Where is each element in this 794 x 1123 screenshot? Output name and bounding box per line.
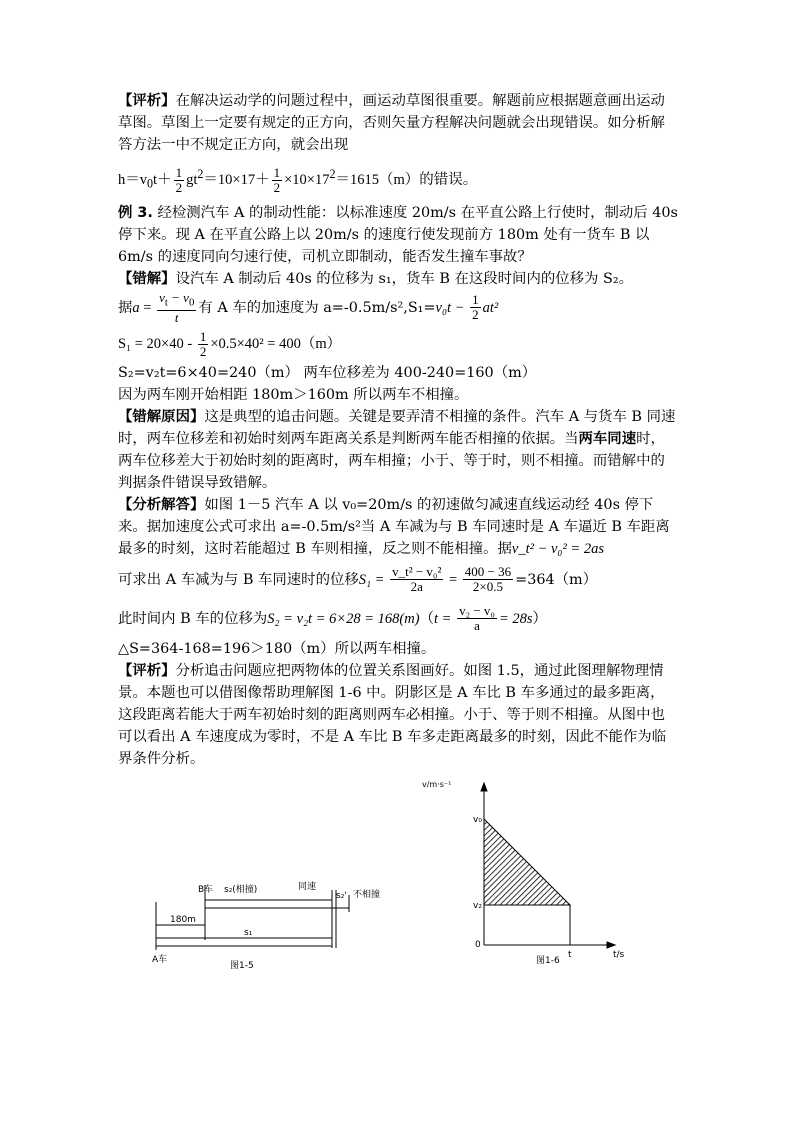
- example-tag: 例 3.: [118, 204, 153, 221]
- figure-1-5: [148, 870, 398, 975]
- analysis-answer-tag: 【分析解答】: [118, 496, 205, 513]
- s2-label: s₂(相撞): [224, 885, 258, 895]
- example-text: 经检测汽车 A 的制动性能：以标准速度 20m/s 在平直公路上行使时，制动后 40s 停下来。现 A 在平直公路上以 20m/s 的速度行使发现前方 180m 处有一货车 B 以 6m/s 的速度同向匀速行使，司机立即制动，能否发生撞车事故？: [118, 204, 678, 265]
- v-axis-label: v/m·s⁻¹: [422, 780, 452, 789]
- error-reason: 【错解原因】这是典型的追击问题。关键是要弄清不相撞的条件。汽车 A 与货车 B 同速时，两车位移差和初始时刻两车距离关系是判断两车能否相撞的依据。当两车同速时，两车位移差大于初始时刻的距离时，两车相撞；小于、等于时，则不相撞。而错解中的判据条件错误导致错解。: [118, 408, 676, 491]
- fraction-vt: $\frac{\text{v\_t² − v₀²}}{2a}$: [392, 564, 442, 595]
- fraction-half: $\frac{1}{2}$: [175, 165, 183, 195]
- v0-label: v₀: [473, 815, 482, 825]
- same-speed-label: 同速: [298, 882, 317, 892]
- commentary-paragraph-2: 【评析】分析追击问题应把两物体的位置关系图画好。如图 1.5，通过此图理解物理情景。本题也可以借图像帮助理解图 1-6 中。阴影区是 A 车比 B 车多通过的最多距离，这段距离若能大于两车初始时刻的距离则两车必相撞。小于、等于则不相撞。从图中也可以看出 A 车速度成为零时，不是 A 车比 B 车多走距离最多的时刻，因此不能作为临界条件分析。: [118, 662, 667, 767]
- fraction-time: $\frac{\text{v₂ − v₀}}{a}$: [459, 603, 495, 634]
- origin-label: 0: [475, 940, 481, 950]
- fraction-acceleration: $\frac{v_t - v_0}{t}$: [159, 289, 195, 325]
- equation-s1: S₁ = 20×40 - $\frac{1}{2}$ ×0.5×40² = 400（m）: [118, 328, 342, 359]
- fraction-numeric: $\frac{400 - 36}{2\times 0.5}$: [464, 564, 512, 595]
- v2-label: v₂: [473, 901, 482, 911]
- conclusion-wrong: 因为两车刚开始相距 180m＞160m 所以两车不相撞。: [118, 386, 469, 403]
- figure-1-6: [420, 775, 640, 975]
- equation-acceleration: 据a = $\frac{v_t - v_0}{t}$ 有 A 车的加速度为 a=-0.5m/s²,S₁=v₀t − $\frac{1}{2}$ at²: [118, 289, 499, 325]
- no-collide-label: 不相撞: [353, 890, 381, 900]
- commentary-tag-2: 【评析】: [118, 662, 176, 679]
- fraction-half-4: $\frac{1}{2}$: [199, 328, 207, 359]
- wrong-solution-tag: 【错解】: [118, 270, 176, 287]
- t-axis-label: t/s: [613, 950, 625, 960]
- figure-1-6-caption: 图1-6: [536, 956, 560, 966]
- equation-free-fall: $h=v_0t+$ $\frac{1}{2}$ $gt^2=10\times 17+$ $\frac{1}{2}$ $\times 10\times 17^2=1615(m)$的错误。: [118, 165, 478, 195]
- error-reason-tag: 【错解原因】: [118, 408, 205, 425]
- document-body: [118, 90, 678, 770]
- distance-180m-label: 180m: [170, 915, 196, 925]
- commentary-paragraph-1: [118, 90, 678, 156]
- wrong-solution: 【错解】设汽车 A 制动后 40s 的位移为 s₁，货车 B 在这段时间内的位移为 S₂。: [118, 270, 633, 287]
- commentary-tag: 【评析】: [118, 93, 176, 109]
- figure-1-5-caption: 图1-5: [230, 961, 254, 971]
- shaded-region: [484, 819, 570, 905]
- fraction-half-2: $\frac{1}{2}$: [273, 165, 281, 195]
- equation-displacement-a: 可求出 A 车减为与 B 车同速时的位移S₁ = $\frac{\text{v\_t² − v₀²}}{2a}$ = $\frac{400 - 36}{2\times 0.5}$ =364（m）: [118, 564, 598, 595]
- equation-s2: S₂=v₂t=6×40=240（m） 两车位移差为 400-240=160（m）: [118, 364, 537, 381]
- a-car-label: A车: [152, 955, 168, 965]
- fraction-half-3: $\frac{1}{2}$: [472, 292, 479, 323]
- example-3: [118, 202, 678, 268]
- t-axis-arrow: [607, 942, 615, 948]
- analysis-answer: 【分析解答】如图 1－5 汽车 A 以 v₀=20m/s 的初速做匀减速直线运动经 40s 停下来。据加速度公式可求出 a=-0.5m/s²当 A 车减为与 B 车同速时是 A 车逼近 B 车距离最多的时刻，这时若能超过 B 车则相撞，反之则不能相撞。据v_t² − v₀² = 2as: [118, 496, 670, 557]
- s2-prime-label: s₂': [336, 891, 347, 901]
- s1-label: s₁: [244, 928, 253, 938]
- b-car-label: B车: [198, 885, 214, 895]
- equation-displacement-b: 此时间内 B 车的位移为S₂ = v₂t = 6×28 = 168(m)（t = $\frac{\text{v₂ − v₀}}{a}$ = 28s）: [118, 603, 547, 634]
- conclusion-correct: △S=364-168=196＞180（m）所以两车相撞。: [118, 640, 436, 657]
- v-axis-arrow: [481, 783, 487, 791]
- t-tick-label: t: [568, 950, 572, 960]
- commentary-text: 在解决运动学的问题过程中，画运动草图很重要。解题前应根据题意画出运动草图。草图上一定要有规定的正方向，否则矢量方程解决问题就会出现错误。如分析解答方法一中不规定正方向，就会出现: [118, 93, 665, 153]
